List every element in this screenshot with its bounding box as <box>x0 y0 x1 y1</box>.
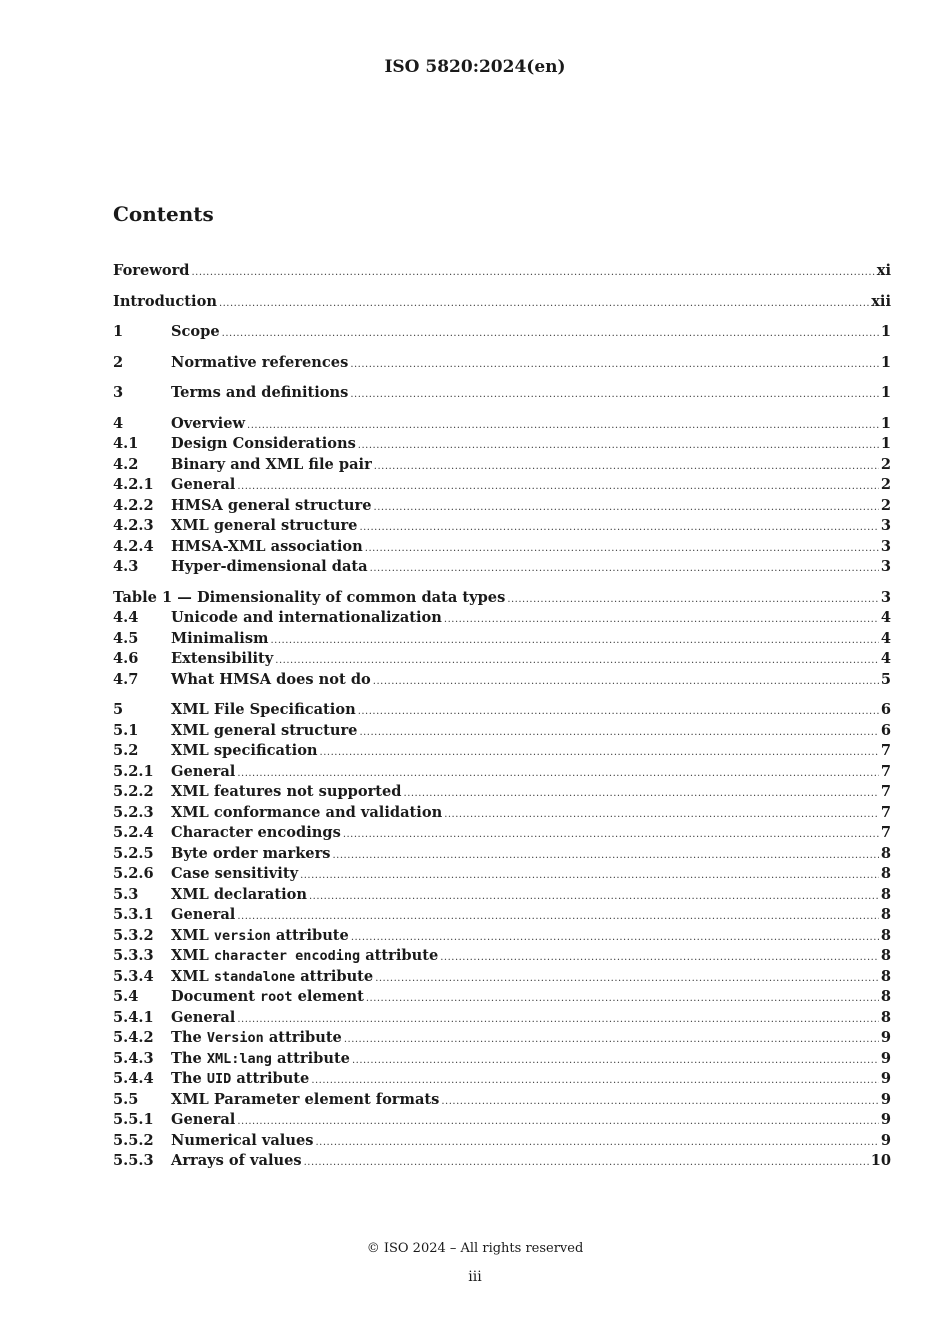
toc-leader-dots <box>247 416 879 437</box>
toc-entry-title <box>171 700 356 721</box>
toc-entry-page: 6 <box>880 701 891 718</box>
toc-entry-page: 7 <box>880 824 891 841</box>
toc-entry[interactable] <box>113 588 891 609</box>
toc-entry-number: 5.2.4 <box>113 824 154 841</box>
toc-entry-title-text: Table 1 — Dimensionality of common data types <box>113 588 506 606</box>
toc-leader-dots <box>359 723 878 744</box>
toc-entry[interactable] <box>113 322 891 343</box>
toc-entry-page: 1 <box>880 353 891 371</box>
toc-entry-title <box>171 414 245 435</box>
toc-entry[interactable] <box>113 803 891 824</box>
toc-entry-title-text: General <box>171 762 236 780</box>
toc-entry-page: 8 <box>880 926 891 944</box>
toc-entry-number: 5.4.2 <box>113 1029 154 1046</box>
toc-entry[interactable] <box>113 967 891 988</box>
toc-entry-number: 5.4.3 <box>113 1049 154 1067</box>
toc-entry-title-text: XML <box>171 926 214 944</box>
toc-leader-dots <box>320 743 879 764</box>
toc-entry-title-text: attribute <box>270 926 349 944</box>
toc-entry-title-text: HMSA-XML association <box>171 537 363 555</box>
toc-entry-title <box>171 475 235 496</box>
toc-entry-title <box>171 762 235 783</box>
toc-entry-page: 6 <box>880 721 891 739</box>
toc-entry-title-text: Terms and definitions <box>171 384 349 401</box>
toc-entry[interactable] <box>113 1008 891 1029</box>
toc-leader-dots <box>333 846 879 867</box>
toc-entry-page: 3 <box>880 517 891 534</box>
toc-entry-title-text: Numerical values <box>171 1131 314 1149</box>
toc-entry-title <box>171 557 368 578</box>
toc-entry-title-text: Binary and XML file pair <box>171 455 372 473</box>
toc-entry[interactable] <box>113 434 891 455</box>
toc-entry-title <box>171 1151 302 1172</box>
toc-entry-title <box>171 926 349 947</box>
toc-entry-title <box>171 1090 439 1111</box>
toc-entry-title-text: General <box>171 906 236 923</box>
toc-entry-page: 1 <box>880 414 891 432</box>
toc-entry[interactable] <box>113 721 891 742</box>
toc-entry-code-term: UID <box>206 1071 232 1087</box>
toc-entry[interactable] <box>113 516 891 537</box>
toc-leader-dots <box>237 1112 879 1133</box>
toc-entry-title-text: Overview <box>171 414 246 432</box>
toc-entry-page: 9 <box>880 1111 891 1128</box>
toc-entry-title-text: Hyper-dimensional data <box>171 558 368 575</box>
toc-entry-title-text: attribute <box>360 947 439 964</box>
toc-entry-title-text: attribute <box>231 1070 310 1087</box>
toc-leader-dots <box>404 784 879 805</box>
toc-entry-title <box>171 987 364 1008</box>
toc-entry-number: 5.2.3 <box>113 803 154 821</box>
toc-entry-page: 9 <box>880 1131 891 1149</box>
toc-entry-number: 4.2.1 <box>113 476 154 493</box>
toc-entry-title <box>171 946 438 967</box>
toc-entry-title-text: XML features not supported <box>171 783 402 800</box>
page-number: iii <box>468 1269 482 1285</box>
toc-entry-title-text: XML Parameter element formats <box>171 1090 440 1108</box>
toc-entry[interactable] <box>113 608 891 629</box>
toc-entry-page: 4 <box>880 609 891 626</box>
toc-entry[interactable] <box>113 1049 891 1070</box>
toc-entry-title <box>171 353 348 374</box>
toc-entry-number: 5.2 <box>113 742 139 759</box>
toc-entry-number: 5.1 <box>113 721 139 739</box>
toc-leader-dots <box>191 263 874 284</box>
toc-entry-title-text: XML File Specification <box>171 701 356 718</box>
toc-leader-dots <box>507 590 879 611</box>
toc-entry[interactable] <box>113 414 891 435</box>
toc-entry-number: 4.6 <box>113 650 139 667</box>
toc-leader-dots <box>370 559 879 580</box>
toc-entry-number: 5.3.2 <box>113 926 154 944</box>
toc-entry-title <box>171 741 318 762</box>
toc-leader-dots <box>219 294 869 315</box>
toc-entry-number: 5.3.3 <box>113 947 154 964</box>
toc-leader-dots <box>275 651 879 672</box>
toc-entry-title-text: Design Considerations <box>171 435 356 452</box>
toc-entry-title <box>171 383 348 404</box>
document-header: ISO 5820:2024(en) <box>384 57 566 77</box>
toc-entry-title <box>171 1069 309 1090</box>
toc-entry-page: 9 <box>880 1049 891 1067</box>
toc-entry-number: 5.3.4 <box>113 967 154 985</box>
toc-entry-number: 2 <box>113 353 124 371</box>
toc-entry-number: 4.2.2 <box>113 496 154 514</box>
toc-entry-title <box>171 823 341 844</box>
toc-entry[interactable] <box>113 700 891 721</box>
toc-entry[interactable] <box>113 629 891 650</box>
toc-entry-title-text: Case sensitivity <box>171 865 299 882</box>
toc-entry-title-text: XML general structure <box>171 517 358 534</box>
toc-entry-page: 3 <box>880 588 891 606</box>
toc-leader-dots <box>365 539 879 560</box>
toc-leader-dots <box>311 1071 879 1092</box>
toc-entry-title-text: XML declaration <box>171 885 307 903</box>
toc-entry-title-text: Character encodings <box>171 824 341 841</box>
toc-entry-title-text: The <box>171 1070 207 1087</box>
toc-entry-page: 7 <box>880 803 891 821</box>
toc-entry[interactable] <box>113 885 891 906</box>
toc-entry-page: 8 <box>880 844 891 862</box>
toc-entry-page: 8 <box>880 1008 891 1026</box>
toc-entry-number: 5.2.6 <box>113 865 154 882</box>
toc-entry-title-text: attribute <box>295 967 374 985</box>
toc-entry-code-term: Version <box>206 1030 264 1046</box>
toc-entry-number: 4 <box>113 414 124 432</box>
toc-entry-title <box>171 864 298 885</box>
toc-leader-dots <box>358 702 879 723</box>
toc-entry-page: 8 <box>880 947 891 964</box>
toc-entry-number: 5.5.3 <box>113 1152 154 1169</box>
toc-entry-page: 9 <box>880 1090 891 1108</box>
toc-entry-title <box>171 496 372 517</box>
toc-entry[interactable] <box>113 537 891 558</box>
toc-entry-title-text: Unicode and internationalization <box>171 609 442 626</box>
toc-entry[interactable] <box>113 762 891 783</box>
toc-entry-page: 7 <box>880 762 891 780</box>
toc-leader-dots <box>444 610 879 631</box>
toc-entry-page: 1 <box>880 323 891 340</box>
toc-entry-number: 5.4.4 <box>113 1070 154 1087</box>
toc-entry-page: 8 <box>880 906 891 923</box>
toc-entry-page: xii <box>871 292 891 310</box>
toc-entry-number: 5.4.1 <box>113 1008 154 1026</box>
toc-entry-title <box>171 844 331 865</box>
toc-entry[interactable] <box>113 844 891 865</box>
toc-entry-page: 10 <box>870 1152 891 1169</box>
toc-entry-page: 3 <box>880 558 891 575</box>
toc-entry[interactable] <box>113 353 891 374</box>
toc-leader-dots <box>343 825 879 846</box>
toc-entry-page: 8 <box>880 865 891 882</box>
toc-entry-title-text: The <box>171 1049 207 1067</box>
toc-entry[interactable] <box>113 782 891 803</box>
toc-entry[interactable] <box>113 946 891 967</box>
toc-entry-title <box>171 516 357 537</box>
toc-leader-dots <box>237 907 879 928</box>
toc-entry-number: 4.7 <box>113 670 139 688</box>
table-of-contents <box>113 261 891 1172</box>
toc-entry-number: 4.1 <box>113 435 139 452</box>
toc-entry-title <box>171 1049 350 1070</box>
toc-entry-page: 4 <box>880 650 891 667</box>
toc-entry-number: 5.5.2 <box>113 1131 154 1149</box>
toc-entry-number: 1 <box>113 323 124 340</box>
toc-entry-page: 8 <box>880 885 891 903</box>
toc-entry-page: 2 <box>880 455 891 473</box>
toc-entry-title-text: XML <box>171 967 214 985</box>
toc-entry-title-text: Document <box>171 988 261 1005</box>
toc-entry-code-term: version <box>213 927 271 944</box>
copyright-footer: © ISO 2024 – All rights reserved <box>366 1241 584 1256</box>
toc-leader-dots <box>237 764 879 785</box>
toc-entry-title-text: General <box>171 1008 236 1026</box>
toc-entry-page: xi <box>876 262 891 279</box>
toc-entry-title-text: Extensibility <box>171 650 274 667</box>
toc-entry-title <box>171 1028 342 1049</box>
toc-entry[interactable] <box>113 496 891 517</box>
toc-leader-dots <box>344 1030 879 1051</box>
toc-entry-title-text: XML <box>171 947 214 964</box>
toc-leader-dots <box>374 457 879 478</box>
toc-entry-title-text: General <box>171 476 236 493</box>
toc-entry-number: 4.3 <box>113 558 139 575</box>
toc-entry[interactable] <box>113 1069 891 1090</box>
toc-entry-title <box>171 670 371 691</box>
toc-entry-page: 8 <box>880 988 891 1005</box>
toc-entry-title-text: XML specification <box>171 742 318 759</box>
toc-leader-dots <box>350 355 879 376</box>
toc-entry-code-term: standalone <box>213 968 296 985</box>
toc-entry[interactable] <box>113 1110 891 1131</box>
toc-entry-title <box>171 1008 235 1029</box>
toc-entry-page: 4 <box>880 629 891 647</box>
toc-entry-code-term: root <box>260 989 293 1005</box>
toc-leader-dots <box>237 1010 879 1031</box>
toc-entry-code-term: character encoding <box>213 948 361 964</box>
toc-entry[interactable] <box>113 649 891 670</box>
contents-heading: Contents <box>113 202 214 226</box>
toc-entry-number: 5.3.1 <box>113 906 154 923</box>
toc-entry[interactable] <box>113 926 891 947</box>
toc-leader-dots <box>309 887 879 908</box>
toc-entry-title-text: HMSA general structure <box>171 496 372 514</box>
toc-entry-number: 5.5 <box>113 1090 139 1108</box>
toc-entry-page: 2 <box>880 496 891 514</box>
toc-entry-title <box>171 322 220 343</box>
toc-entry-title <box>171 885 307 906</box>
toc-entry-title-text: XML conformance and validation <box>171 803 443 821</box>
toc-leader-dots <box>441 1092 878 1113</box>
toc-entry[interactable] <box>113 1131 891 1152</box>
toc-entry-title <box>113 261 189 282</box>
toc-entry-page: 2 <box>880 476 891 493</box>
toc-entry-title <box>171 608 442 629</box>
toc-entry-title-text: The <box>171 1029 207 1046</box>
toc-entry-title <box>171 721 357 742</box>
toc-leader-dots <box>366 989 879 1010</box>
toc-entry-title-text: attribute <box>263 1029 342 1046</box>
toc-entry-number: 4.2 <box>113 455 139 473</box>
toc-entry-number: 5.5.1 <box>113 1111 154 1128</box>
toc-entry-number: 4.2.4 <box>113 537 154 555</box>
toc-entry-number: 4.2.3 <box>113 517 154 534</box>
toc-entry-title-text: Scope <box>171 323 220 340</box>
toc-entry[interactable] <box>113 1028 891 1049</box>
toc-entry-title-text: What HMSA does not do <box>171 670 371 688</box>
toc-entry-title <box>171 649 273 670</box>
toc-leader-dots <box>375 969 879 990</box>
toc-leader-dots <box>352 1051 879 1072</box>
toc-entry[interactable] <box>113 292 891 313</box>
toc-entry-title <box>171 905 235 926</box>
toc-leader-dots <box>271 631 879 652</box>
toc-entry-page: 7 <box>880 742 891 759</box>
toc-entry-title-text: element <box>292 988 364 1005</box>
toc-entry[interactable] <box>113 475 891 496</box>
toc-entry-title-text: XML general structure <box>171 721 358 739</box>
toc-entry-number: 5.4 <box>113 988 139 1005</box>
toc-leader-dots <box>304 1153 869 1174</box>
toc-entry-title <box>171 1110 235 1131</box>
toc-entry-title <box>171 967 373 988</box>
toc-entry-page: 9 <box>880 1070 891 1087</box>
toc-entry-title-text: Foreword <box>113 262 190 279</box>
toc-entry-title-text: Minimalism <box>171 629 269 647</box>
toc-leader-dots <box>300 866 879 887</box>
toc-entry-number: 5.2.5 <box>113 844 154 862</box>
toc-entry-number: 3 <box>113 384 124 401</box>
toc-entry-page: 1 <box>880 435 891 452</box>
toc-entry[interactable] <box>113 741 891 762</box>
toc-entry-number: 4.5 <box>113 629 139 647</box>
toc-entry-title-text: Introduction <box>113 292 217 310</box>
toc-entry-title <box>171 782 402 803</box>
toc-leader-dots <box>237 477 879 498</box>
toc-entry[interactable] <box>113 670 891 691</box>
toc-entry-page: 9 <box>880 1029 891 1046</box>
toc-entry-page: 5 <box>880 670 891 688</box>
toc-entry-page: 3 <box>880 537 891 555</box>
toc-entry-code-term: XML:lang <box>206 1050 272 1067</box>
toc-leader-dots <box>440 948 879 969</box>
toc-entry-title <box>171 629 269 650</box>
toc-entry-title <box>171 803 442 824</box>
toc-entry-number: 5.3 <box>113 885 139 903</box>
toc-entry[interactable] <box>113 1151 891 1172</box>
toc-entry[interactable] <box>113 864 891 885</box>
toc-entry-title <box>171 537 363 558</box>
toc-entry[interactable] <box>113 557 891 578</box>
toc-entry-page: 8 <box>880 967 891 985</box>
toc-entry-page: 7 <box>880 783 891 800</box>
toc-leader-dots <box>315 1133 878 1154</box>
toc-entry[interactable] <box>113 455 891 476</box>
toc-entry-title <box>171 1131 313 1152</box>
toc-leader-dots <box>359 518 878 539</box>
toc-entry-number: 5 <box>113 701 124 718</box>
toc-entry-title-text: attribute <box>271 1049 350 1067</box>
toc-leader-dots <box>350 385 878 406</box>
toc-entry-title <box>113 588 505 609</box>
toc-leader-dots <box>351 928 879 949</box>
toc-entry-number: 4.4 <box>113 609 139 626</box>
toc-entry-title <box>171 434 356 455</box>
toc-entry[interactable] <box>113 905 891 926</box>
toc-entry-title-text: Byte order markers <box>171 844 331 862</box>
toc-entry[interactable] <box>113 823 891 844</box>
toc-entry[interactable] <box>113 987 891 1008</box>
toc-leader-dots <box>222 324 879 345</box>
toc-leader-dots <box>444 805 879 826</box>
toc-leader-dots <box>374 498 879 519</box>
toc-entry-number: 5.2.2 <box>113 783 154 800</box>
toc-leader-dots <box>358 436 879 457</box>
toc-entry-number: 5.2.1 <box>113 762 154 780</box>
toc-entry-title-text: Normative references <box>171 353 349 371</box>
toc-entry[interactable] <box>113 1090 891 1111</box>
toc-entry-title-text: General <box>171 1111 236 1128</box>
toc-entry-title <box>113 292 217 313</box>
toc-entry[interactable] <box>113 383 891 404</box>
toc-entry[interactable] <box>113 261 891 282</box>
toc-entry-title-text: Arrays of values <box>171 1152 302 1169</box>
toc-entry-title <box>171 455 372 476</box>
toc-leader-dots <box>373 672 879 693</box>
toc-entry-page: 1 <box>880 384 891 401</box>
